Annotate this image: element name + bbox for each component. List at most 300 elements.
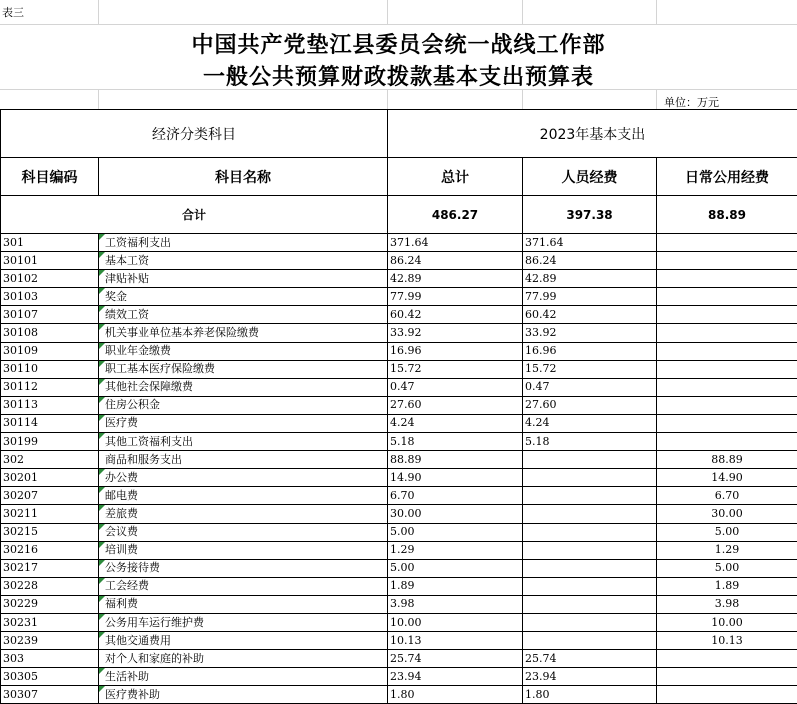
row-total-text: 30.00 — [390, 507, 422, 520]
row-name[interactable] — [99, 632, 388, 650]
table-row — [1, 378, 797, 396]
title-line-2: 一般公共预算财政拨款基本支出预算表 — [0, 60, 797, 91]
table-row — [1, 559, 797, 577]
row-name[interactable] — [99, 324, 388, 342]
row-name[interactable] — [99, 252, 388, 270]
row-code[interactable] — [1, 270, 99, 288]
row-total[interactable] — [388, 306, 523, 324]
text-number-indicator-icon — [99, 234, 105, 240]
row-personnel[interactable] — [523, 613, 657, 631]
row-name-text: 津贴补贴 — [105, 272, 149, 285]
table-row — [1, 650, 797, 668]
row-code-text: 30211 — [3, 507, 38, 520]
text-number-indicator-icon — [99, 361, 105, 367]
table-row — [1, 306, 797, 324]
row-public[interactable] — [657, 523, 797, 541]
row-total[interactable] — [388, 288, 523, 306]
row-name-text: 职工基本医疗保险缴费 — [105, 362, 215, 375]
text-number-indicator-icon — [99, 614, 105, 620]
row-code[interactable] — [1, 668, 99, 686]
row-name[interactable] — [99, 559, 388, 577]
row-public[interactable] — [657, 288, 797, 306]
row-name-text: 其他社会保障缴费 — [105, 380, 193, 393]
text-number-indicator-icon — [99, 397, 105, 403]
budget-table — [0, 109, 797, 704]
row-name-text: 邮电费 — [105, 489, 138, 502]
row-total-text: 60.42 — [390, 308, 422, 321]
table-row — [1, 342, 797, 360]
row-total[interactable] — [388, 360, 523, 378]
row-code[interactable] — [1, 632, 99, 650]
row-code[interactable] — [1, 523, 99, 541]
row-total[interactable] — [388, 234, 523, 252]
row-name[interactable] — [99, 378, 388, 396]
row-name-text: 商品和服务支出 — [105, 453, 182, 466]
row-total[interactable] — [388, 469, 523, 487]
text-number-indicator-icon — [99, 379, 105, 385]
row-name[interactable] — [99, 668, 388, 686]
row-name[interactable] — [99, 414, 388, 432]
row-name[interactable] — [99, 288, 388, 306]
row-public[interactable] — [657, 668, 797, 686]
total-public[interactable]: 88.89 — [657, 196, 797, 234]
row-code-text: 30305 — [3, 670, 38, 683]
row-name[interactable] — [99, 595, 388, 613]
row-code[interactable] — [1, 469, 99, 487]
row-name-text: 职业年金缴费 — [105, 344, 171, 357]
table-row — [1, 469, 797, 487]
row-code-text: 30107 — [3, 308, 38, 321]
row-personnel-text: 0.47 — [525, 380, 550, 393]
row-name[interactable] — [99, 487, 388, 505]
text-number-indicator-icon — [99, 632, 105, 638]
row-total-text: 42.89 — [390, 272, 422, 285]
row-total[interactable] — [388, 632, 523, 650]
table-row — [1, 252, 797, 270]
table-row — [1, 414, 797, 432]
row-code-text: 30215 — [3, 525, 38, 538]
table-row — [1, 523, 797, 541]
table-row — [1, 686, 797, 704]
text-number-indicator-icon — [99, 433, 105, 439]
row-name-text: 绩效工资 — [105, 308, 149, 321]
row-personnel[interactable] — [523, 577, 657, 595]
row-personnel-text: 4.24 — [525, 416, 550, 429]
row-code-text: 30216 — [3, 543, 38, 556]
table-row — [1, 451, 797, 469]
row-public[interactable] — [657, 306, 797, 324]
row-total-text: 23.94 — [390, 670, 422, 683]
row-name[interactable] — [99, 360, 388, 378]
row-name-text: 其他工资福利支出 — [105, 435, 193, 448]
row-personnel[interactable] — [523, 595, 657, 613]
row-total-text: 15.72 — [390, 362, 422, 375]
row-code[interactable] — [1, 541, 99, 559]
row-total-text: 1.29 — [390, 543, 415, 556]
row-total[interactable] — [388, 505, 523, 523]
row-public-text: 30.00 — [711, 507, 743, 520]
row-name[interactable] — [99, 523, 388, 541]
row-total-text: 3.98 — [390, 597, 415, 610]
text-number-indicator-icon — [99, 542, 105, 548]
row-name[interactable] — [99, 650, 388, 668]
row-name-text: 工会经费 — [105, 579, 149, 592]
row-public-text: 88.89 — [711, 453, 743, 466]
row-code-text: 30114 — [3, 416, 38, 429]
row-total[interactable] — [388, 595, 523, 613]
row-public-text: 5.00 — [715, 525, 740, 538]
row-code[interactable] — [1, 360, 99, 378]
row-code-text: 30103 — [3, 290, 38, 303]
row-personnel-text: 33.92 — [525, 326, 557, 339]
table-row — [1, 632, 797, 650]
table-row — [1, 270, 797, 288]
row-name[interactable] — [99, 234, 388, 252]
row-total[interactable] — [388, 378, 523, 396]
table-row — [1, 577, 797, 595]
row-total[interactable] — [388, 559, 523, 577]
row-code-text: 30110 — [3, 362, 38, 375]
row-total[interactable] — [388, 433, 523, 451]
row-name-text: 公务用车运行维护费 — [105, 616, 204, 629]
row-code[interactable] — [1, 577, 99, 595]
row-code[interactable] — [1, 396, 99, 414]
table-row — [1, 234, 797, 252]
row-total-text: 10.00 — [390, 616, 422, 629]
row-name[interactable] — [99, 451, 388, 469]
row-public[interactable] — [657, 632, 797, 650]
row-total-text: 77.99 — [390, 290, 422, 303]
row-code-text: 303 — [3, 652, 24, 665]
table-row — [1, 613, 797, 631]
row-public[interactable] — [657, 270, 797, 288]
row-code-text: 30229 — [3, 597, 38, 610]
row-name-text: 福利费 — [105, 597, 138, 610]
row-public[interactable] — [657, 324, 797, 342]
row-public-text: 10.13 — [711, 634, 743, 647]
row-code-text: 301 — [3, 236, 24, 249]
row-code[interactable] — [1, 433, 99, 451]
header-name[interactable]: 科目名称 — [99, 158, 388, 196]
row-public[interactable] — [657, 396, 797, 414]
row-code[interactable] — [1, 342, 99, 360]
row-code-text: 30239 — [3, 634, 38, 647]
total-label[interactable]: 合计 — [1, 196, 388, 234]
row-code-text: 30231 — [3, 616, 38, 629]
row-name[interactable] — [99, 306, 388, 324]
row-total[interactable] — [388, 650, 523, 668]
row-code[interactable] — [1, 505, 99, 523]
row-public[interactable] — [657, 541, 797, 559]
row-public-text: 5.00 — [715, 561, 740, 574]
row-public[interactable] — [657, 252, 797, 270]
row-public[interactable] — [657, 433, 797, 451]
header-total[interactable]: 总计 — [388, 158, 523, 196]
row-total[interactable] — [388, 270, 523, 288]
row-name-text: 培训费 — [105, 543, 138, 556]
row-personnel-text: 25.74 — [525, 652, 557, 665]
row-name-text: 奖金 — [105, 290, 127, 303]
row-public-text: 3.98 — [715, 597, 740, 610]
row-name[interactable] — [99, 541, 388, 559]
row-public-text: 1.89 — [715, 579, 740, 592]
row-code-text: 30102 — [3, 272, 38, 285]
row-personnel[interactable] — [523, 487, 657, 505]
row-total-text: 1.89 — [390, 579, 415, 592]
row-name[interactable] — [99, 433, 388, 451]
table-row — [1, 541, 797, 559]
row-personnel[interactable] — [523, 469, 657, 487]
row-name[interactable] — [99, 505, 388, 523]
text-number-indicator-icon — [99, 524, 105, 530]
row-name-text: 差旅费 — [105, 507, 138, 520]
header-year-basic[interactable]: 2023年基本支出 — [388, 110, 797, 158]
row-public[interactable] — [657, 469, 797, 487]
row-code[interactable] — [1, 288, 99, 306]
row-personnel[interactable] — [523, 686, 657, 704]
row-total[interactable] — [388, 613, 523, 631]
row-personnel-text: 60.42 — [525, 308, 557, 321]
row-total-text: 27.60 — [390, 398, 422, 411]
row-code[interactable] — [1, 234, 99, 252]
row-code-text: 30108 — [3, 326, 38, 339]
row-name[interactable] — [99, 396, 388, 414]
row-code-text: 30199 — [3, 435, 38, 448]
table-row — [1, 324, 797, 342]
row-name-text: 办公费 — [105, 471, 138, 484]
row-code-text: 30228 — [3, 579, 38, 592]
row-personnel[interactable] — [523, 378, 657, 396]
row-public[interactable] — [657, 505, 797, 523]
row-code[interactable] — [1, 306, 99, 324]
row-code-text: 30112 — [3, 380, 38, 393]
row-name-text: 医疗费补助 — [105, 688, 160, 701]
row-code[interactable] — [1, 487, 99, 505]
row-personnel-text: 371.64 — [525, 236, 564, 249]
table-row — [1, 505, 797, 523]
row-personnel[interactable] — [523, 668, 657, 686]
header-public[interactable]: 日常公用经费 — [657, 158, 797, 196]
row-total-text: 10.13 — [390, 634, 422, 647]
row-total[interactable] — [388, 577, 523, 595]
row-personnel[interactable] — [523, 360, 657, 378]
text-number-indicator-icon — [99, 415, 105, 421]
row-public-text: 14.90 — [711, 471, 743, 484]
table-row — [1, 668, 797, 686]
row-code[interactable] — [1, 686, 99, 704]
row-name-text: 会议费 — [105, 525, 138, 538]
table-row — [1, 396, 797, 414]
row-personnel[interactable] — [523, 505, 657, 523]
total-personnel[interactable]: 397.38 — [523, 196, 657, 234]
row-public-text: 1.29 — [715, 543, 740, 556]
row-total-text: 0.47 — [390, 380, 415, 393]
row-public[interactable] — [657, 378, 797, 396]
text-number-indicator-icon — [99, 252, 105, 258]
row-name[interactable] — [99, 270, 388, 288]
text-number-indicator-icon — [99, 288, 105, 294]
row-total-text: 1.80 — [390, 688, 415, 701]
row-personnel[interactable] — [523, 433, 657, 451]
text-number-indicator-icon — [99, 469, 105, 475]
row-total-text: 14.90 — [390, 471, 422, 484]
row-code[interactable] — [1, 414, 99, 432]
row-name-text: 工资福利支出 — [105, 236, 171, 249]
row-total[interactable] — [388, 324, 523, 342]
header-row-2 — [1, 158, 797, 196]
row-code[interactable] — [1, 613, 99, 631]
table-row — [1, 433, 797, 451]
row-total-text: 371.64 — [390, 236, 429, 249]
row-code-text: 30101 — [3, 254, 38, 267]
row-personnel-text: 5.18 — [525, 435, 550, 448]
row-personnel[interactable] — [523, 396, 657, 414]
header-row-1 — [1, 110, 797, 158]
unit-label: 单位：万元 — [664, 94, 719, 110]
title-line-1: 中国共产党垫江县委员会统一战线工作部 — [0, 28, 797, 59]
row-code-text: 30113 — [3, 398, 38, 411]
row-personnel-text: 15.72 — [525, 362, 557, 375]
row-personnel-text: 86.24 — [525, 254, 557, 267]
row-name-text: 其他交通费用 — [105, 634, 171, 647]
text-number-indicator-icon — [99, 343, 105, 349]
total-sum[interactable]: 486.27 — [388, 196, 523, 234]
row-total[interactable] — [388, 414, 523, 432]
row-code[interactable] — [1, 559, 99, 577]
text-number-indicator-icon — [99, 686, 105, 692]
row-code[interactable] — [1, 252, 99, 270]
row-public[interactable] — [657, 613, 797, 631]
row-personnel-text: 16.96 — [525, 344, 557, 357]
row-total-text: 4.24 — [390, 416, 415, 429]
row-personnel-text: 27.60 — [525, 398, 557, 411]
row-total[interactable] — [388, 668, 523, 686]
row-name-text: 机关事业单位基本养老保险缴费 — [105, 326, 259, 339]
row-name-text: 住房公积金 — [105, 398, 160, 411]
text-number-indicator-icon — [99, 306, 105, 312]
row-public[interactable] — [657, 414, 797, 432]
row-name-text: 生活补助 — [105, 670, 149, 683]
row-public[interactable] — [657, 487, 797, 505]
row-total[interactable] — [388, 342, 523, 360]
row-total-text: 6.70 — [390, 489, 415, 502]
row-personnel[interactable] — [523, 234, 657, 252]
row-personnel[interactable] — [523, 306, 657, 324]
row-personnel[interactable] — [523, 252, 657, 270]
row-name-text: 对个人和家庭的补助 — [105, 652, 204, 665]
row-public-text: 10.00 — [711, 616, 743, 629]
row-personnel[interactable] — [523, 414, 657, 432]
row-name-text: 医疗费 — [105, 416, 138, 429]
row-personnel[interactable] — [523, 342, 657, 360]
text-number-indicator-icon — [99, 270, 105, 276]
table-row — [1, 595, 797, 613]
total-row — [1, 196, 797, 234]
row-personnel[interactable] — [523, 632, 657, 650]
row-total-text: 16.96 — [390, 344, 422, 357]
text-number-indicator-icon — [99, 505, 105, 511]
row-code[interactable] — [1, 595, 99, 613]
row-total[interactable] — [388, 541, 523, 559]
text-number-indicator-icon — [99, 596, 105, 602]
row-total[interactable] — [388, 396, 523, 414]
row-name[interactable] — [99, 686, 388, 704]
sheet-label: 表三 — [2, 4, 24, 20]
header-econ-category[interactable]: 经济分类科目 — [1, 110, 388, 158]
row-code[interactable] — [1, 650, 99, 668]
row-total-text: 86.24 — [390, 254, 422, 267]
row-personnel[interactable] — [523, 288, 657, 306]
row-personnel-text: 1.80 — [525, 688, 550, 701]
row-public-text: 6.70 — [715, 489, 740, 502]
header-personnel[interactable]: 人员经费 — [523, 158, 657, 196]
row-public[interactable] — [657, 559, 797, 577]
row-personnel[interactable] — [523, 541, 657, 559]
row-public[interactable] — [657, 360, 797, 378]
row-public[interactable] — [657, 686, 797, 704]
row-name-text: 公务接待费 — [105, 561, 160, 574]
row-public[interactable] — [657, 577, 797, 595]
row-name[interactable] — [99, 469, 388, 487]
row-name[interactable] — [99, 577, 388, 595]
row-total-text: 5.18 — [390, 435, 415, 448]
table-row — [1, 487, 797, 505]
row-name[interactable] — [99, 342, 388, 360]
row-code[interactable] — [1, 324, 99, 342]
text-number-indicator-icon — [99, 668, 105, 674]
row-code-text: 30109 — [3, 344, 38, 357]
row-name[interactable] — [99, 613, 388, 631]
row-public[interactable] — [657, 234, 797, 252]
row-code-text: 30307 — [3, 688, 38, 701]
row-personnel-text: 23.94 — [525, 670, 557, 683]
row-personnel[interactable] — [523, 559, 657, 577]
text-number-indicator-icon — [99, 578, 105, 584]
row-personnel[interactable] — [523, 451, 657, 469]
row-personnel[interactable] — [523, 523, 657, 541]
row-code[interactable] — [1, 451, 99, 469]
row-code-text: 30207 — [3, 489, 38, 502]
row-personnel[interactable] — [523, 650, 657, 668]
row-name-text: 基本工资 — [105, 254, 149, 267]
row-personnel[interactable] — [523, 324, 657, 342]
row-total-text: 88.89 — [390, 453, 422, 466]
row-public[interactable] — [657, 650, 797, 668]
row-total[interactable] — [388, 487, 523, 505]
text-number-indicator-icon — [99, 560, 105, 566]
row-total[interactable] — [388, 523, 523, 541]
header-code[interactable]: 科目编码 — [1, 158, 99, 196]
row-personnel[interactable] — [523, 270, 657, 288]
row-personnel-text: 77.99 — [525, 290, 557, 303]
row-total[interactable] — [388, 451, 523, 469]
row-public[interactable] — [657, 595, 797, 613]
row-personnel-text: 42.89 — [525, 272, 557, 285]
row-public[interactable] — [657, 451, 797, 469]
table-row — [1, 360, 797, 378]
row-total-text: 5.00 — [390, 525, 415, 538]
row-total[interactable] — [388, 686, 523, 704]
row-total-text: 25.74 — [390, 652, 422, 665]
row-public[interactable] — [657, 342, 797, 360]
table-row — [1, 288, 797, 306]
row-code-text: 302 — [3, 453, 24, 466]
row-code[interactable] — [1, 378, 99, 396]
row-total[interactable] — [388, 252, 523, 270]
row-total-text: 33.92 — [390, 326, 422, 339]
row-total-text: 5.00 — [390, 561, 415, 574]
text-number-indicator-icon — [99, 487, 105, 493]
